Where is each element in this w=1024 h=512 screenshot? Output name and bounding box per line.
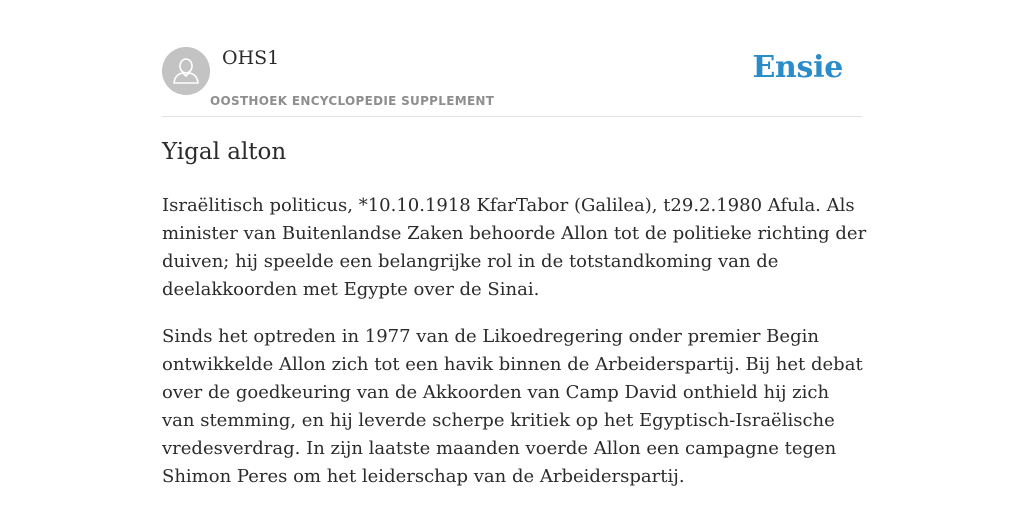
- article-title: Yigal alton: [162, 139, 287, 165]
- article-header: [162, 0, 862, 117]
- article-paragraph-1: Israëlitisch politicus, *10.10.1918 KfarTabor (Galilea), t29.2.1980 Afula. Als minister van Buitenlandse Zaken behoorde Allon tot de politieke richting der duiven; hij speelde een belangrijke rol in de totstandkoming van de deelakkoorden met Egypte over de Sinai.: [162, 195, 867, 300]
- page: [162, 0, 867, 487]
- source-name[interactable]: OHS1: [222, 47, 280, 69]
- ensie-logo-link[interactable]: Ensie: [752, 50, 843, 85]
- article-paragraph-2: Sinds het optreden in 1977 van de Likoedregering onder premier Begin ontwikkelde Allon zich tot een havik binnen de Arbeiderspartij. Bij het debat over de goedkeuring van de Akkoorden van Camp David onthield hij zich van stemming, en hij leverde scherpe kritiek op het Egyptisch-Israëlische vredesverdrag. In zijn laatste maanden voerde Allon een campagne tegen Shimon Peres om het leiderschap van de Arbeiderspartij.: [162, 326, 863, 487]
- user-silhouette-icon[interactable]: [162, 47, 210, 95]
- source-subtitle: OOSTHOEK ENCYCLOPEDIE SUPPLEMENT: [210, 94, 495, 108]
